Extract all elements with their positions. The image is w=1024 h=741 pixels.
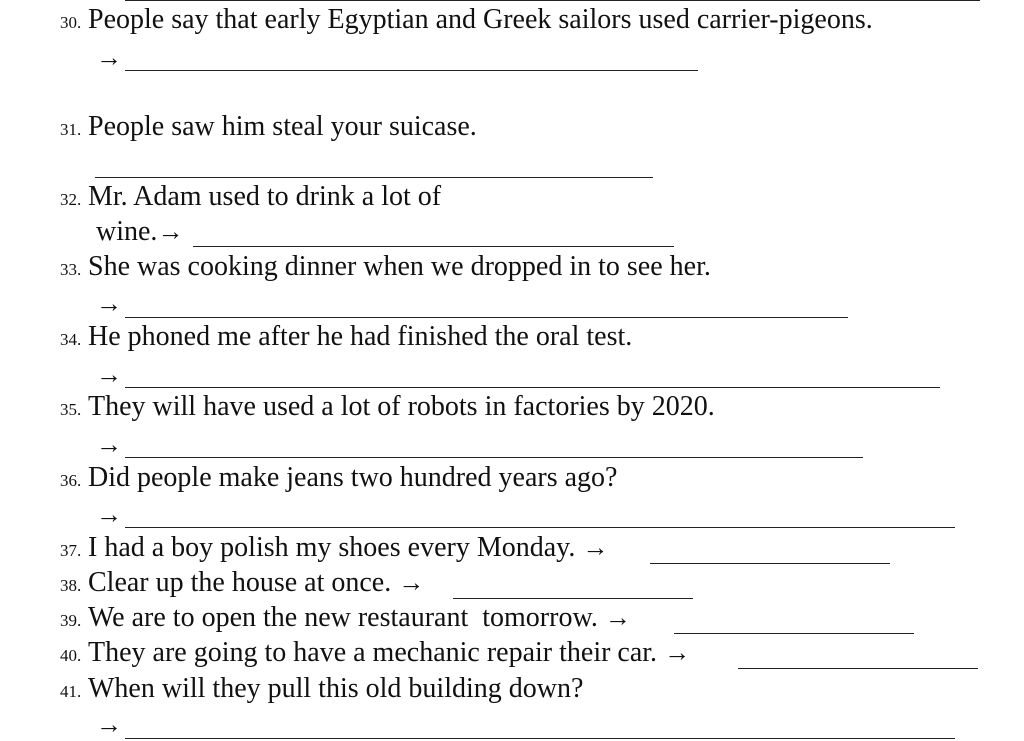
answer-line-39[interactable] [674,633,914,634]
question-number: 40. [60,646,82,665]
question-text: When will they pull this old building down? [88,673,584,704]
question-32 [60,181,441,216]
question-number: 35. [60,400,82,419]
arrow-icon: → [96,360,122,389]
question-36 [60,462,617,497]
question-number: 32. [60,190,82,209]
question-text: People say that early Egyptian and Greek sailors used carrier-pigeons. [88,4,873,35]
question-37 [60,532,608,567]
answer-line-38[interactable] [453,598,693,599]
question-number: 38. [60,576,82,595]
answer-line-35[interactable] [125,457,863,458]
question-number: 41. [60,682,82,701]
question-continuation: wine. [96,216,158,247]
question-31 [60,111,477,146]
question-30 [60,4,873,39]
question-number: 34. [60,330,82,349]
question-34 [60,321,632,356]
question-number: 36. [60,471,82,490]
arrow-icon: → [582,533,609,562]
answer-row-30 [96,42,122,74]
answer-row-32 [96,216,183,248]
answer-line-31[interactable] [95,177,653,178]
top-rule [125,0,980,1]
arrow-icon: → [398,568,425,597]
answer-line-40[interactable] [738,668,978,669]
arrow-icon: → [96,289,122,318]
question-text: Mr. Adam used to drink a lot of [88,181,442,212]
question-41 [60,673,583,708]
question-text: They are going to have a mechanic repair their car. [88,637,658,668]
answer-line-37[interactable] [650,563,890,564]
question-35 [60,391,715,426]
question-text: People saw him steal your suicase. [88,111,477,142]
answer-line-41[interactable] [125,738,955,739]
question-33 [60,251,711,286]
answer-line-36[interactable] [125,527,955,528]
question-text: He phoned me after he had finished the oral test. [88,321,633,352]
answer-line-32[interactable] [193,246,674,247]
question-text: We are to open the new restaurant tomorrow. [88,602,598,633]
question-number: 39. [60,611,82,630]
answer-row-36 [96,499,122,531]
arrow-icon: → [664,638,691,667]
question-text: Did people make jeans two hundred years ago? [88,462,618,493]
arrow-icon: → [96,430,122,459]
answer-row-35 [96,429,122,461]
question-number: 37. [60,541,82,560]
arrow-icon: → [96,500,122,529]
arrow-icon: → [96,43,122,72]
question-40 [60,637,690,672]
answer-row-34 [96,359,122,391]
question-38 [60,567,424,602]
answer-row-33 [96,288,122,320]
question-text: She was cooking dinner when we dropped in to see her. [88,251,711,282]
arrow-icon: → [96,710,122,739]
arrow-icon: → [604,603,631,632]
question-number: 31. [60,120,82,139]
arrow-icon: → [157,217,184,246]
question-text: They will have used a lot of robots in factories by 2020. [88,391,715,422]
answer-row-41 [96,709,122,741]
answer-line-30[interactable] [125,70,698,71]
question-39 [60,602,631,637]
answer-line-34[interactable] [125,387,940,388]
question-text: I had a boy polish my shoes every Monday. [88,532,576,563]
question-text: Clear up the house at once. [88,567,392,598]
question-number: 30. [60,13,82,32]
question-number: 33. [60,260,82,279]
answer-line-33[interactable] [125,317,848,318]
